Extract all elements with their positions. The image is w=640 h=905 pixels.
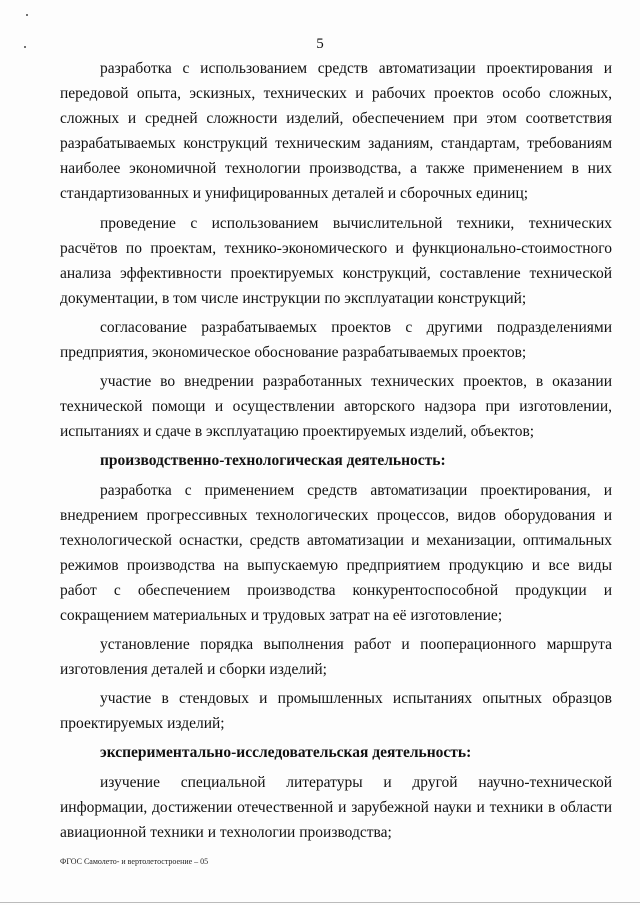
paragraph: согласование разрабатываемых проектов с другими подразделениями предприятия, экономическое обоснование разрабатываемых проектов; bbox=[60, 318, 612, 362]
paragraph: разработка с применением средств автоматизации проектирования, и внедрением прогрессивных технологических процессов, видов оборудования и технологической оснастки, средств автоматизации и механизации, оптимальных режимов производства на выпускаемую предприятием продукцию и все виды работ с обеспечением производства конкурентоспособной продукции и сокращением материальных и трудовых затрат на её изготовление; bbox=[60, 481, 612, 624]
page-bottom-edge bbox=[0, 902, 640, 903]
page-number: 5 bbox=[316, 36, 324, 52]
paragraph: установление порядка выполнения работ и пооперационного маршрута изготовления деталей и сборки изделий; bbox=[60, 636, 612, 679]
section-heading: производственно-технологическая деятельность: bbox=[100, 452, 446, 470]
footer-text: ФГОС Самолето- и вертолетостроение – 05 bbox=[60, 857, 209, 866]
section-heading: экспериментально-исследовательская деятельность: bbox=[100, 744, 472, 762]
scan-speck bbox=[26, 14, 28, 16]
paragraph: участие в стендовых и промышленных испытаниях опытных образцов проектируемых изделий; bbox=[60, 690, 612, 733]
paragraph: проведение с использованием вычислительной техники, технических расчётов по проектам, технико-экономического и функционально-стоимостного анализа эффективности проектируемых конструкций, составление технической документации, в том числе инструкции по эксплуатации конструкций; bbox=[60, 214, 612, 307]
paragraph: изучение специальной литературы и другой научно-технической информации, достижении отечественной и зарубежной науки и техники в области авиационной техники и технологии производства; bbox=[60, 773, 612, 841]
paragraph: участие во внедрении разработанных технических проектов, в оказании технической помощи и осуществлении авторского надзора при изготовлении, испытаниях и сдаче в эксплуатацию проектируемых изделий, объектов; bbox=[60, 373, 612, 441]
paragraph: разработка с использованием средств автоматизации проектирования и передовой опыта, эскизных, технических и рабочих проектов особо сложных, сложных и средней сложности изделий, обеспечением при этом соответствия разрабатываемых конструкций техническим заданиям, стандартам, требованиям наиболее экономичной технологии производства, а также применением в них стандартизованных и унифицированных деталей и сборочных единиц; bbox=[60, 60, 612, 203]
document-body bbox=[60, 56, 612, 849]
